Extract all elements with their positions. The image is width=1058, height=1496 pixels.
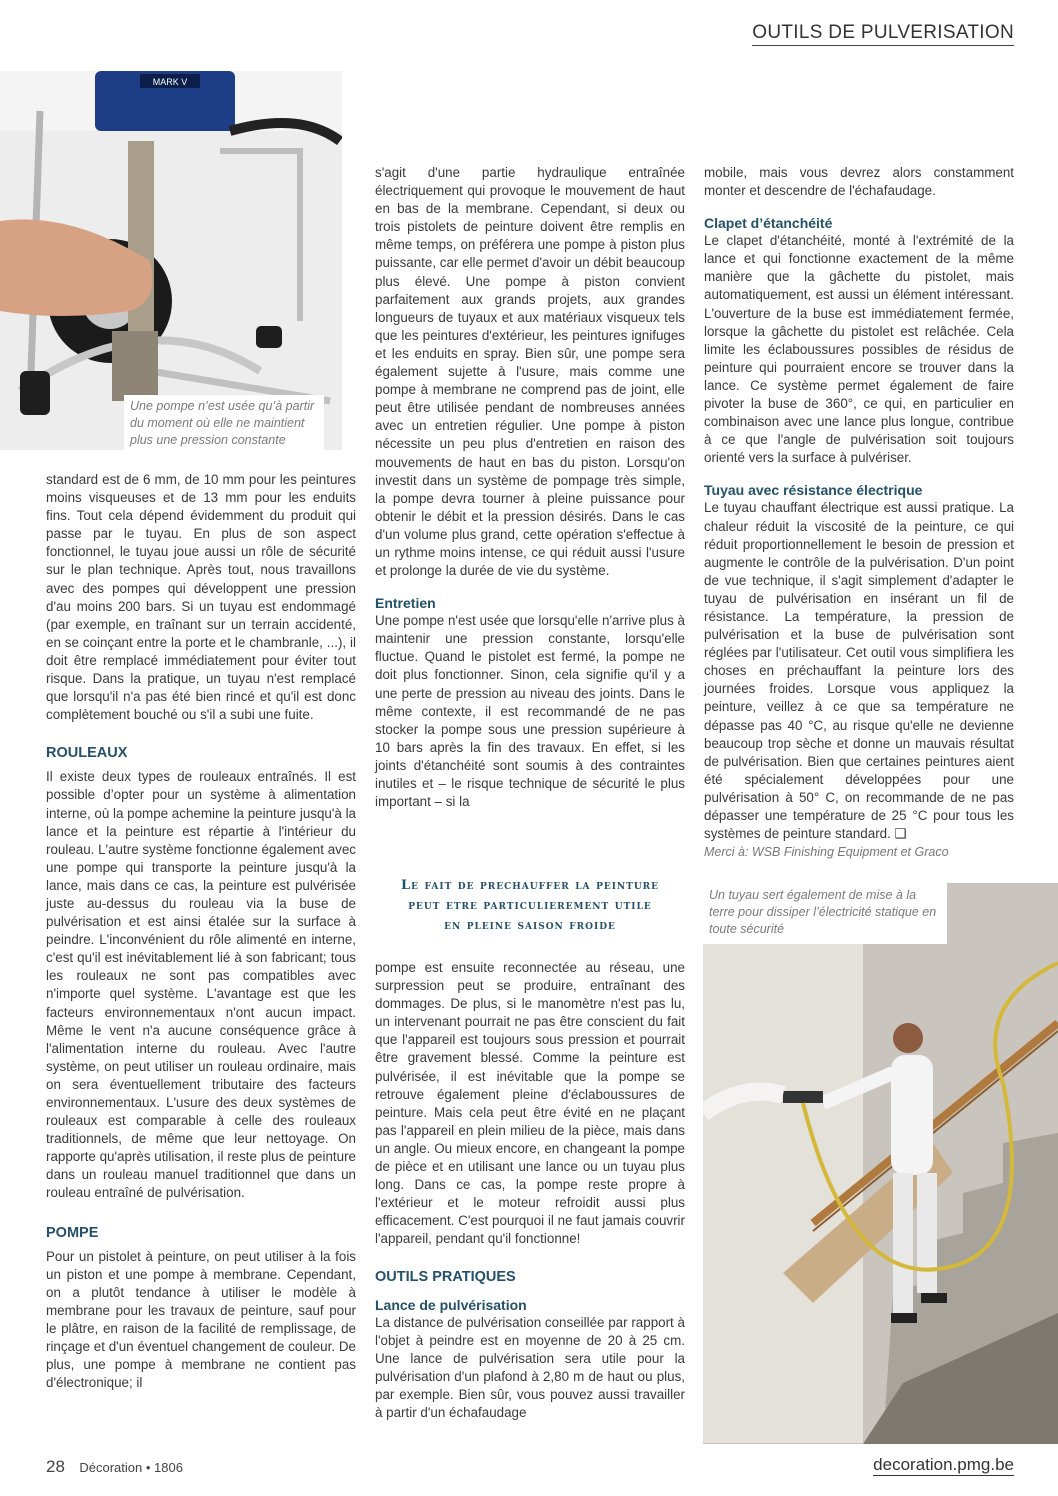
painter-photo — [703, 883, 1058, 1444]
footer-left — [46, 1457, 183, 1477]
pullquote-line-3: en pleine saison froide — [444, 918, 616, 933]
paragraph-hose-intro: standard est de 6 mm, de 10 mm pour les peintures moins visqueuses et de 13 mm pour les enduits fins. Tout cela dépend évidemment du produit qui passe par le tuyau. En plus de son aspect fonctionnel, le tuyau joue aussi un rôle de sécurité sur le plan technique. Après tout, nous travaillons avec des pompes qui développent une pression d'au moins 200 bars. Si un tuyau est endommagé (par exemple, en traînant sur un terrain accidenté, en se coinçant entre la porte et le chambranle, ...), il doit être remplacé immédiatement pour éviter tout risque. Dans la pratique, un tuyau n'est remplacé que lorsqu'il n'a pas été bien rincé et qu'il est donc complètement bouché ou s'il a subi une fuite. — [46, 472, 356, 723]
painter-illustration — [703, 883, 1058, 1444]
painter-photo-caption: Un tuyau sert également de mise à la terre pour dissiper l’électricité statique en toute sécurité — [703, 883, 947, 944]
magazine-issue: Décoration • 1806 — [79, 1460, 183, 1475]
paragraph-pompe: Pour un pistolet à peinture, on peut utiliser à la fois un piston et une pompe à membrane. Cependant, on a plutôt tendance à utiliser le modèle à membrane pour les travaux de peinture, sauf pour le plâtre, en raison de la facilité de remplissage, de rinçage et d'un éventuel changement de couleur. De plus, une pompe à membrane ne contient pas d'électronique; il — [46, 1248, 356, 1391]
heading-rouleaux: ROULEAUX — [46, 745, 128, 762]
pump-photo-caption: Une pompe n’est usée qu’à partir du moment où elle ne maintient plus une pression constante — [124, 395, 324, 452]
pullquote-line-2: peut etre particulierement utile — [408, 898, 652, 913]
column-3 — [704, 164, 1014, 861]
pump-illustration — [0, 71, 342, 450]
column-1 — [46, 471, 356, 1392]
paragraph-lance: La distance de pulvérisation conseillée par rapport à l'objet à peindre est en moyenne de 20 à 25 cm. Une lance de pulvérisation sera utile pour la pulvérisation d'un plafond à 2,80 m de haut ou plus, par exemple. Bien sûr, vous pouvez aussi travailler à partir d'un échafaudage — [375, 1314, 685, 1420]
heading-pompe: POMPE — [46, 1224, 99, 1241]
paragraph-piston: s'agit d'une partie hydraulique entraînée électriquement qui provoque le mouvement de haut en bas de la membrane. Cependant, si deux ou trois pistolets de peinture doivent être remplis en même temps, on préférera une pompe à piston plus puissante, car elle permet d'avoir un débit beaucoup plus élevé. Une pompe à piston convient parfaitement aux grands projets, aux grandes longueurs de tuyaux et aux matériaux visqueux tels que les peintures d'extérieur, les peintures ignifuges et les enduits en spray. Bien sûr, une pompe sera également sujette à l'usure, mais comme une pompe à membrane ne comprend pas de joint, elle peut être utilisée pendant de nombreuses années avec un entretien régulier. Une pompe à piston nécessite un peu plus d'entretien en raison des mouvements de haut en bas du piston. Lorsqu'on investit dans un système de pompage très simple, la pompe devra tourner à pleine puissance pour obtenir le débit et la pression désirés. Dans le cas d'un volume plus grand, cette opération s'effectue à un rythme moins intense, ce qui réduit aussi l'usure et prolonge la durée de vie du système. — [375, 165, 685, 579]
paragraph-entretien: Une pompe n'est usée que lorsqu'elle n'arrive plus à maintenir une pression constante, lorsqu'elle fluctue. Quand le pistolet est fermé, la pompe ne doit plus fonctionner. Sinon, cela signifie qu'il y a une perte de pression au niveau des joints. Dans le même contexte, il est recommandé de ne pas stocker la pompe sous une pression supérieure à 10 bars après la fin des travaux. En effet, si les joints d'étanchéité sont soumis à des contraintes inutiles et – le risque technique de sécurité le plus important – si la — [375, 613, 685, 810]
heading-lance: Lance de pulvérisation — [375, 1296, 527, 1313]
paragraph-tuyau: Le tuyau chauffant électrique est aussi pratique. La chaleur réduit la viscosité de la peinture, ce qui réduit proportionnellement le besoin de pression et augmente le contrôle de la pulvérisation. D'un point de vue technique, il s'agit simplement d'adapter le tuyau de pulvérisation en insérant un fil de résistance. La température, la pression de pulvérisation et la buse de pulvérisation sont réglées par l'utilisateur. Cet outil vous simplifiera les choses en préchauffant la peinture lors des journées froides. Lorsque vous appliquez la peinture, veillez à ce que sa température ne dépasse pas 40 °C, au risque qu'elle ne devienne beaucoup trop sèche et donne un mauvais résultat de pulvérisation. Bien que certaines peintures aient été spécialement développées pour une pulvérisation à 50° C, on recommande de ne pas dépasser une température de 25 °C pour tous les systèmes de peinture standard. ❑ — [704, 500, 1014, 842]
pump-photo — [0, 71, 342, 450]
heading-outils-pratiques: OUTILS PRATIQUES — [375, 1268, 516, 1285]
website-link[interactable]: decoration.pmg.be — [873, 1455, 1014, 1474]
pullquote — [378, 876, 682, 936]
heading-tuyau: Tuyau avec résistance électrique — [704, 482, 923, 499]
paragraph-clapet: Le clapet d'étanchéité, monté à l'extrémité de la lance et qui fonctionne exactement de la même manière que la gâchette du pistolet, mais automatiquement, est aussi un élément intéressant. L'ouverture de la buse est immédiatement fermée, lorsque la gâchette du pistolet est relâchée. Cela limite les éclaboussures possibles de résidus de peinture qui pourraient encore se trouver dans la lance. Ce système permet également de faire pivoter la buse de 360°, ce qui, en particulier en combinaison avec une lance plus longue, contribue à ce que l'angle de pulvérisation soit toujours orienté vers la surface à pulvériser. — [704, 233, 1014, 466]
pump-label: MARK V — [152, 77, 188, 87]
credits: Merci à: WSB Finishing Equipment et Graco — [704, 845, 949, 860]
paragraph-surpression: pompe est ensuite reconnectée au réseau, une surpression peut se produire, entraînant des dommages. De plus, si le manomètre n'est pas lu, un intervenant pourrait ne pas être conscient du fait que l'appareil est toujours sous pression et pourrait être gravement blessé. Comme la peinture est pulvérisée, il est inévitable que la pompe se retrouve également pleine d'éclaboussures de peinture. Mais cela peut être évité en ne plaçant pas l'appareil en plein milieu de la pièce, mais dans un angle. Ou mieux encore, en changeant la pompe de pièce et en utilisant une lance ou un tuyau plus long. Dans ce cas, la pompe reste propre à l'extérieur et le moteur refroidit aussi plus efficacement. C'est pourquoi il ne faut jamais couvrir l'appareil, pendant qu'il fonctionne! — [375, 960, 685, 1247]
paragraph-mobile: mobile, mais vous devrez alors constamment monter et descendre de l'échafaudage. — [704, 165, 1014, 199]
paragraph-rouleaux: Il existe deux types de rouleaux entraînés. Il est possible d’opter pour un système à alimentation interne, où la pompe achemine la peinture jusqu'à la lance et la peinture est répartie à l'intérieur du rouleau. L'autre système fonctionne également avec une pompe qui transporte la peinture jusqu'à la lance, mais dans ce cas, la peinture est pulvérisée juste au-dessus du rouleau via la buse de pulvérisation et est ainsi étalée sur la surface à peindre. L'inconvénient du rôle alimenté en interne, c'est qu'il est inévitablement lié à son fabricant; tous les rouleaux ne sont pas compatibles avec n'importe quel système. L'avantage est que les facteurs environnementaux n'ont aucun impact. Même le vent n'a aucune conséquence grâce à l'alimentation interne du rouleau. Avec l'autre système, on peut utiliser un rouleau ordinaire, mais on sera éventuellement tributaire des facteurs environnementaux. L'usure des deux systèmes de rouleaux est comparable à celle des rouleaux traditionnels, de même que leur nettoyage. On rapporte qu'après utilisation, il reste plus de peinture dans un rouleau manuel traditionnel que dans un rouleau entraîné de pulvérisation. — [46, 769, 356, 1201]
heading-clapet: Clapet d’étanchéité — [704, 215, 833, 232]
page-number: 28 — [46, 1457, 65, 1476]
section-header: OUTILS DE PULVERISATION — [752, 22, 1014, 46]
column-2-bottom — [375, 959, 685, 1422]
heading-entretien: Entretien — [375, 595, 436, 612]
column-2-top — [375, 164, 685, 811]
pullquote-line-1: Le fait de prechauffer la peinture — [400, 878, 660, 893]
